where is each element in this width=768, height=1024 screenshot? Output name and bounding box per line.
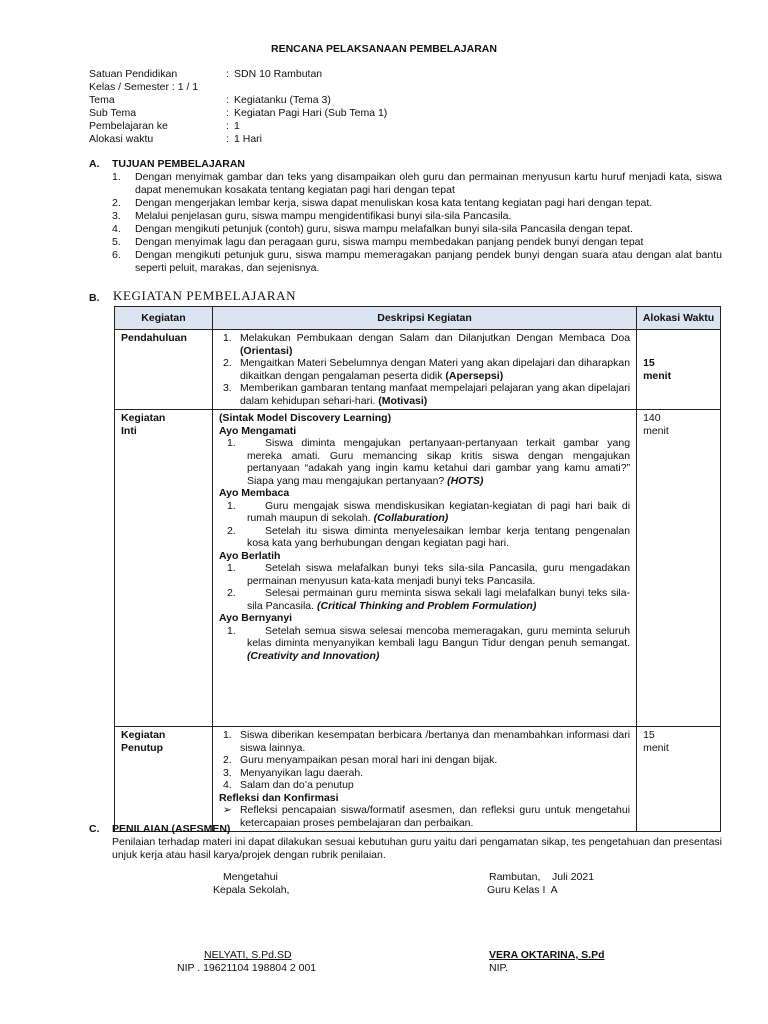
objectives-list xyxy=(112,171,722,275)
identity-colon: : xyxy=(226,120,229,132)
objective-item xyxy=(112,223,722,236)
item-number: 4. xyxy=(222,779,232,791)
identity-key: Tema xyxy=(89,94,115,106)
item-tag: (Apersepsi) xyxy=(445,369,504,382)
sign-left-line2: Kepala Sekolah, xyxy=(213,884,290,896)
sign-left-name: NELYATI, S.Pd.SD xyxy=(204,949,292,961)
list-item xyxy=(219,437,630,487)
item-tag: (Collaburation) xyxy=(373,512,449,524)
stage-pendahuluan: Pendahuluan xyxy=(115,330,213,410)
sign-right-line2: Guru Kelas I A xyxy=(487,884,558,896)
objective-text: Dengan mengikuti petunjuk guru, siswa mampu memeragakan panjang pendek bunyi dengan suara atau dengan alat bantu seperti peluit, marakas, dan sejenisnya. xyxy=(135,249,722,274)
objective-text: Dengan mengikuti petunjuk (contoh) guru, siswa mampu melafalkan bunyi sila-sila Pancasila dengan tepat. xyxy=(135,223,633,235)
item-text: Mengaitkan Materi Sebelumnya dengan Materi yang akan dipelajari dan diharapkan dikaitkan dengan pengalaman peserta didik xyxy=(239,357,631,382)
list-item xyxy=(219,625,630,663)
identity-colon: : xyxy=(226,68,229,80)
stage-line: Penutup xyxy=(121,741,163,754)
section-a-letter: A. xyxy=(89,158,100,170)
item-tag: (Critical Thinking and Problem Formulation) xyxy=(316,599,537,612)
table-header-row xyxy=(115,307,721,330)
item-number: 1. xyxy=(226,437,236,449)
stage-line: Kegiatan xyxy=(121,412,166,424)
item-number: 2. xyxy=(226,524,236,537)
objective-number: 3. xyxy=(112,210,121,222)
stage-line: Inti xyxy=(121,424,137,437)
document-title: RENCANA PELAKSANAAN PEMBELAJARAN xyxy=(271,43,497,55)
alloc-number: 140 xyxy=(643,412,661,424)
item-number: 1. xyxy=(226,624,236,637)
pendahuluan-desc xyxy=(212,330,636,410)
alloc-penutup xyxy=(637,727,721,832)
identity-row xyxy=(89,94,689,107)
identity-row xyxy=(89,68,689,81)
section-b-letter: B. xyxy=(89,292,100,304)
alloc-inti xyxy=(637,410,721,727)
item-text: Guru mengajak siswa mendiskusikan kegiatan-kegiatan di pagi hari baik di rumah maupun di sekolah. xyxy=(246,499,631,524)
list-item xyxy=(219,332,630,357)
list-item xyxy=(219,357,630,382)
penutup-desc xyxy=(212,727,636,832)
objective-text: Dengan mengerjakan lembar kerja, siswa dapat menuliskan kosa kata tentang kegiatan pagi hari dengan tepat. xyxy=(135,197,653,209)
alloc-pendahuluan xyxy=(637,330,721,410)
item-text: Melakukan Pembukaan dengan Salam dan Dilanjutkan Dengan Membaca Doa xyxy=(239,332,631,344)
objective-number: 4. xyxy=(112,223,121,235)
model-label: (Sintak Model Discovery Learning) xyxy=(218,412,392,424)
list-item xyxy=(219,779,630,792)
identity-value: SDN 10 Rambutan xyxy=(234,68,323,80)
inti-desc xyxy=(212,410,636,727)
item-number: 2. xyxy=(222,754,232,766)
stage-inti xyxy=(115,410,213,727)
item-text: Setelah semua siswa selesai mencoba memeragakan, guru meminta seluruh kelas diminta menyanyikan kembali lagu Bangun Tidur dengan penuh semangat. xyxy=(246,624,631,649)
item-tag: (HOTS) xyxy=(447,474,484,487)
item-number: 1. xyxy=(226,562,236,574)
objective-item xyxy=(112,197,722,210)
objective-item xyxy=(112,249,722,275)
item-number: 1. xyxy=(222,729,232,741)
item-number: 2. xyxy=(222,357,232,369)
item-text: Guru menyampaikan pesan moral hari ini dengan bijak. xyxy=(239,754,498,766)
sign-right-nip: NIP. xyxy=(489,962,509,974)
stage-line: Kegiatan xyxy=(121,729,166,741)
list-item xyxy=(219,804,630,829)
item-tag: (Orientasi) xyxy=(239,344,293,357)
objective-number: 1. xyxy=(112,171,121,183)
identity-row xyxy=(89,81,689,94)
stage-penutup xyxy=(115,727,213,832)
refleksi-label: Refleksi dan Konfirmasi xyxy=(218,791,339,804)
identity-value: Kegiatan Pagi Hari (Sub Tema 1) xyxy=(234,107,388,119)
header-deskripsi: Deskripsi Kegiatan xyxy=(212,307,636,330)
table-row xyxy=(115,330,721,410)
alloc-number: 15 xyxy=(643,357,655,369)
list-item xyxy=(219,587,630,612)
identity-row xyxy=(89,107,689,120)
section-a-heading: TUJUAN PEMBELAJARAN xyxy=(112,158,246,170)
list-item xyxy=(219,754,630,767)
header-alokasi: Alokasi Waktu xyxy=(637,307,721,330)
identity-row xyxy=(89,133,689,146)
alloc-unit: menit xyxy=(643,741,669,754)
list-item xyxy=(219,562,630,587)
item-text: Setelah siswa melafalkan bunyi teks sila-sila Pancasila, guru mengadakan permainan menyusun kata-kata menjadi bunyi teks Pancasila. xyxy=(246,562,631,587)
objective-text: Dengan menyimak lagu dan peragaan guru, siswa mampu membedakan panjang pendek bunyi dengan tepat xyxy=(135,236,644,248)
alloc-unit: menit xyxy=(643,424,669,437)
identity-value: 1 Hari xyxy=(234,133,263,145)
item-text: Selesai permainan guru meminta siswa sekali lagi melafalkan bunyi teks sila-sila Pancasila. xyxy=(246,587,631,612)
objective-text: Dengan menyimak gambar dan teks yang disampaikan oleh guru dan permainan menyusun kartu huruf menjadi kata, siswa dapat menemukan kosakata tentang kegiatan pagi hari dengan tepat xyxy=(135,171,722,196)
objective-item xyxy=(112,171,722,197)
table-row xyxy=(115,410,721,727)
item-number: 2. xyxy=(226,587,236,599)
objective-number: 2. xyxy=(112,197,121,209)
ayo-membaca-label: Ayo Membaca xyxy=(218,487,290,499)
item-number: 3. xyxy=(222,382,232,394)
identity-colon: : xyxy=(226,133,229,145)
sign-right-line1: Rambutan, Juli 2021 xyxy=(489,871,595,883)
activity-table xyxy=(114,306,721,832)
ayo-berlatih-label: Ayo Berlatih xyxy=(218,549,281,562)
alloc-unit: menit xyxy=(643,369,672,382)
ayo-bernyanyi-label: Ayo Bernyanyi xyxy=(218,612,293,624)
identity-key: Satuan Pendidikan xyxy=(89,68,178,80)
section-c-letter: C. xyxy=(89,823,100,835)
item-number: 1. xyxy=(222,332,232,344)
item-text: Siswa diminta mengajukan pertanyaan-pertanyaan terkait gambar yang mereka amati. Guru memancing sikap kritis siswa dengan mengajukan pertanyaan “adakah yang ingin kamu ketahui dari gambar yang kamu amati?” Siapa yang mau mengajukan pertanyaan? xyxy=(246,437,631,487)
sign-right-name: VERA OKTARINA, S.Pd xyxy=(489,949,605,961)
list-item xyxy=(219,525,630,550)
table-row xyxy=(115,727,721,832)
identity-key: Sub Tema xyxy=(89,107,137,119)
sign-left-line1: Mengetahui xyxy=(223,871,278,883)
identity-value: 1 xyxy=(234,120,240,132)
arrow-bullet-icon: ➢ xyxy=(222,804,232,816)
item-text: Menyanyikan lagu daerah. xyxy=(239,766,364,779)
assessment-text: Penilaian terhadap materi ini dapat dilakukan sesuai kebutuhan guru yaitu dari pengamatan sikap, tes pengetahuan dan presentasi unjuk kerja atau hasil karya/projek dengan rubrik penilaian. xyxy=(112,836,722,861)
section-c-heading: PENILAIAN (ASESMEN) xyxy=(112,823,231,835)
alloc-number: 15 xyxy=(643,729,655,741)
section-b-heading: KEGIATAN PEMBELAJARAN xyxy=(113,288,297,303)
item-text: Siswa diberikan kesempatan berbicara /bertanya dan menambahkan informasi dari siswa lainnya. xyxy=(239,729,631,754)
objective-number: 5. xyxy=(112,236,121,248)
item-text: Setelah itu siswa diminta menyelesaikan lembar kerja tentang pengenalan kosa kata yang berhubungan dengan kegiatan pagi hari. xyxy=(246,524,631,549)
objective-item xyxy=(112,210,722,223)
list-item xyxy=(219,729,630,754)
list-item xyxy=(219,382,630,407)
item-number: 1. xyxy=(226,499,236,512)
sign-left-nip: NIP . 19621104 198804 2 001 xyxy=(177,962,317,974)
item-tag: (Motivasi) xyxy=(378,394,428,407)
objective-item xyxy=(112,236,722,249)
identity-key: Pembelajaran ke xyxy=(89,120,168,132)
item-text: Memberikan gambaran tentang manfaat mempelajari pelajaran yang akan dipelajari dalam kehidupan sehari-hari. xyxy=(239,382,631,407)
identity-colon: : xyxy=(226,94,229,106)
item-text: Refleksi pencapaian siswa/formatif asesmen, dan refleksi guru untuk mengetahui ketercapaian proses pembelajaran dan perbaikan. xyxy=(239,804,631,829)
item-tag: (Creativity and Innovation) xyxy=(246,649,380,662)
identity-colon: : xyxy=(226,107,229,119)
identity-value: Kegiatanku (Tema 3) xyxy=(234,94,331,106)
item-text: Salam dan do’a penutup xyxy=(239,779,354,791)
objective-number: 6. xyxy=(112,249,121,261)
identity-key: Alokasi waktu xyxy=(89,133,154,145)
objective-text: Melalui penjelasan guru, siswa mampu mengidentifikasi bunyi sila-sila Pancasila. xyxy=(135,210,512,222)
item-number: 3. xyxy=(222,766,232,779)
list-item xyxy=(219,767,630,780)
identity-row xyxy=(89,120,689,133)
list-item xyxy=(219,500,630,525)
identity-key: Kelas / Semester : 1 / 1 xyxy=(89,81,199,93)
ayo-mengamati-label: Ayo Mengamati xyxy=(218,424,297,437)
header-kegiatan: Kegiatan xyxy=(115,307,213,330)
